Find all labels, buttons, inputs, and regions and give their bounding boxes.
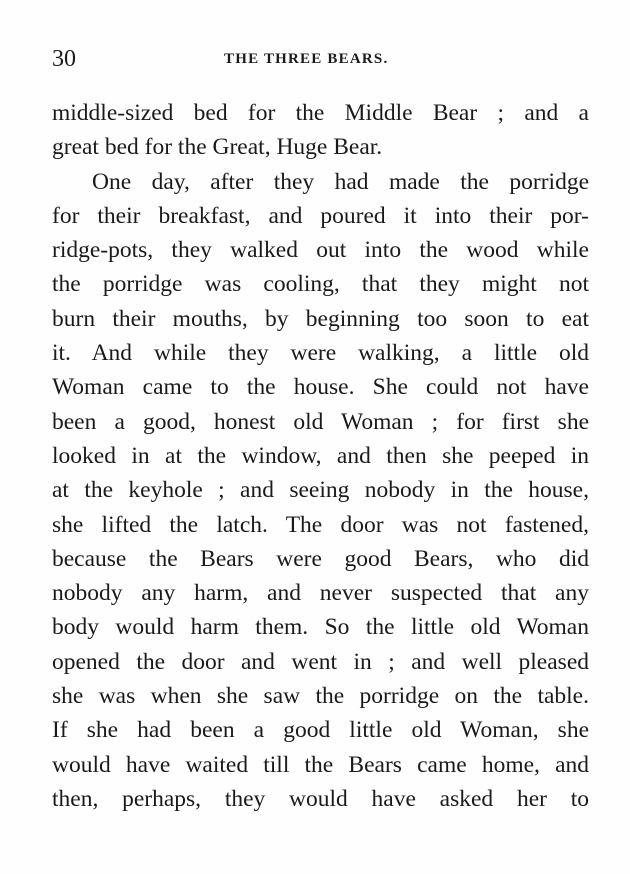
text-line: great bed for the Great, Huge Bear.	[52, 134, 383, 161]
page-header	[52, 44, 589, 74]
text-line: burn their mouths, by beginning too soon to eat	[52, 305, 589, 332]
body-text	[52, 96, 589, 816]
text-line: body would harm them. So the little old Woman	[52, 614, 589, 641]
running-head: THE THREE BEARS.	[224, 51, 389, 67]
text-line: Woman came to the house. She could not have	[52, 374, 589, 401]
text-line: ridge-pots, they walked out into the wood while	[52, 237, 589, 264]
text-line: been a good, honest old Woman ; for first she	[52, 408, 589, 435]
text-line: she lifted the latch. The door was not fastened,	[52, 511, 589, 538]
page-number: 30	[52, 46, 76, 72]
text-line: would have waited till the Bears came home, and	[52, 751, 589, 778]
text-line: opened the door and went in ; and well pleased	[52, 648, 589, 675]
text-line: the porridge was cooling, that they might not	[52, 271, 589, 298]
text-line: for their breakfast, and poured it into their por-	[52, 202, 589, 229]
text-line: looked in at the window, and then she peeped in	[52, 442, 589, 469]
text-line: If she had been a good little old Woman, she	[52, 717, 589, 744]
text-line: middle-sized bed for the Middle Bear ; and a	[52, 100, 589, 126]
text-line: she was when she saw the porridge on the table.	[52, 683, 589, 710]
text-line: because the Bears were good Bears, who did	[52, 545, 589, 572]
text-line: nobody any harm, and never suspected that any	[52, 580, 589, 607]
text-line: at the keyhole ; and seeing nobody in the house,	[52, 477, 589, 504]
text-line: One day, after they had made the porridge	[92, 168, 589, 195]
text-line: it. And while they were walking, a little old	[52, 340, 589, 367]
text-line: then, perhaps, they would have asked her to	[52, 785, 589, 812]
